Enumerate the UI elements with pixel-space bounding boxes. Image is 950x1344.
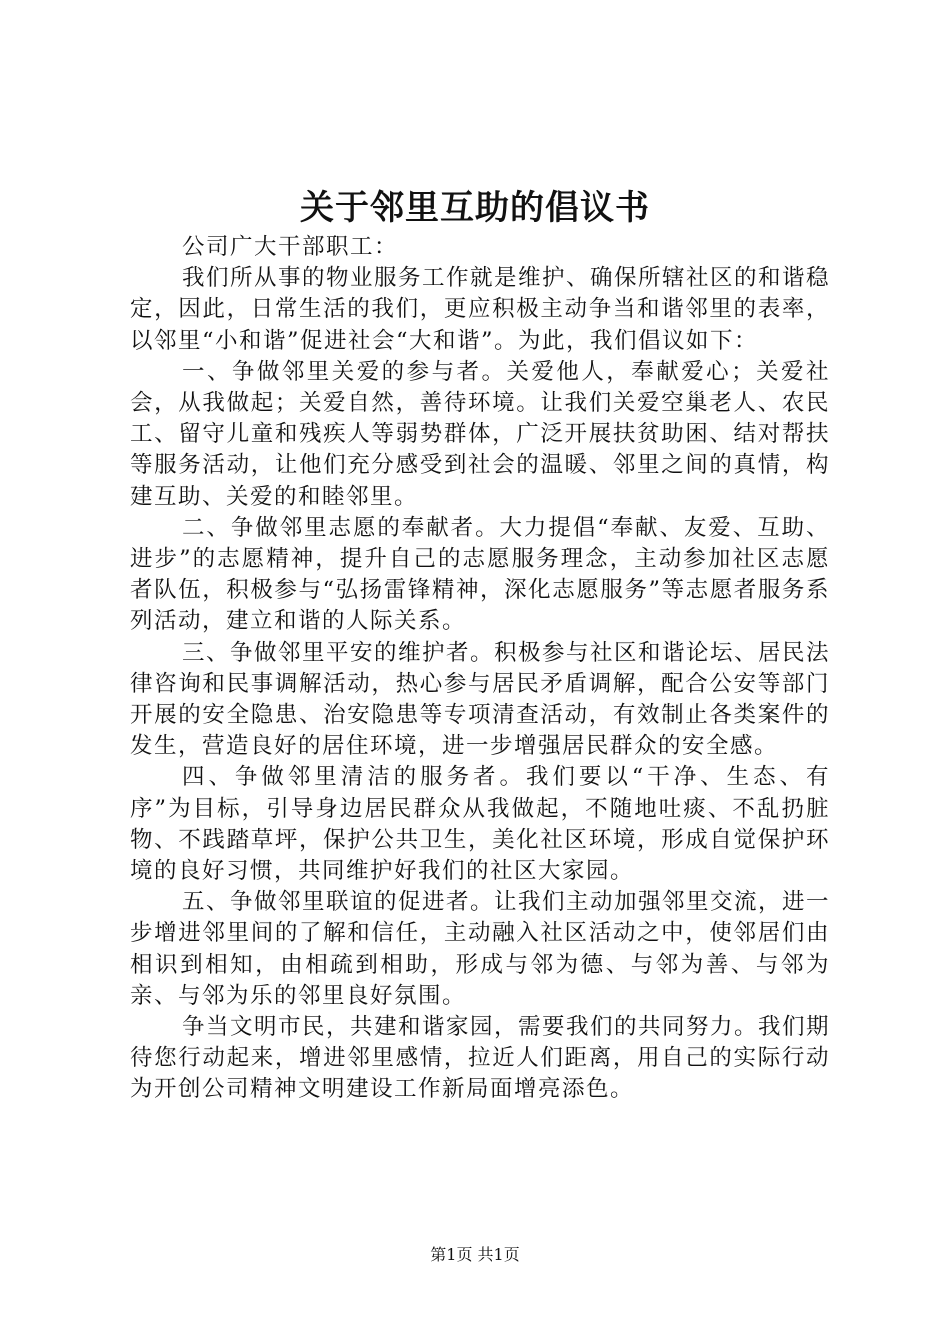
- document-title: 关于邻里互助的倡议书: [300, 188, 650, 228]
- paragraph-closing: 争当文明市民，共建和谐家园，需要我们的共同努力。我们期待您行动起来，增进邻里感情，拉近人们距离，用自己的实际行动为开创公司精神文明建设工作新局面增亮添色。: [130, 1014, 831, 1103]
- paragraph-1: 一、争做邻里关爱的参与者。关爱他人，奉献爱心；关爱社会，从我做起；关爱自然，善待环境。让我们关爱空巢老人、农民工、留守儿童和残疾人等弱势群体，广泛开展扶贫助困、结对帮扶等服务活动，让他们充分感受到社会的温暖、邻里之间的真情，构建互助、关爱的和睦邻里。: [130, 358, 830, 510]
- paragraph-4: 四、争做邻里清洁的服务者。我们要以“干净、生态、有序”为目标，引导身边居民群众从我做起，不随地吐痰、不乱扔脏物、不践踏草坪，保护公共卫生，美化社区环境，形成自觉保护环境的良好习惯，共同维护好我们的社区大家园。: [130, 764, 830, 885]
- paragraph-2: 二、争做邻里志愿的奉献者。大力提倡“奉献、友爱、互助、进步”的志愿精神，提升自己的志愿服务理念，主动参加社区志愿者队伍，积极参与“弘扬雷锋精神，深化志愿服务”等志愿者服务系列活动，建立和谐的人际关系。: [130, 514, 830, 635]
- salutation: 公司广大干部职工：: [182, 234, 399, 260]
- paragraph-5: 五、争做邻里联谊的促进者。让我们主动加强邻里交流，进一步增进邻里间的了解和信任，主动融入社区活动之中，使邻居们由相识到相知，由相疏到相助，形成与邻为德、与邻为善、与邻为亲、与邻为乐的邻里良好氛围。: [130, 889, 831, 1009]
- page-number-footer: 第1页 共1页: [430, 1245, 520, 1264]
- paragraph-3: 三、争做邻里平安的维护者。积极参与社区和谐论坛、居民法律咨询和民事调解活动，热心参与居民矛盾调解，配合公安等部门开展的安全隐患、治安隐患等专项清查活动，有效制止各类案件的发生，营造良好的居住环境，进一步增强居民群众的安全感。: [130, 639, 831, 760]
- document-body: [130, 232, 830, 1106]
- paragraph-intro: 我们所从事的物业服务工作就是维护、确保所辖社区的和谐稳定，因此，日常生活的我们，更应积极主动争当和谐邻里的表率，以邻里“小和谐”促进社会“大和谐”。为此，我们倡议如下：: [130, 265, 831, 354]
